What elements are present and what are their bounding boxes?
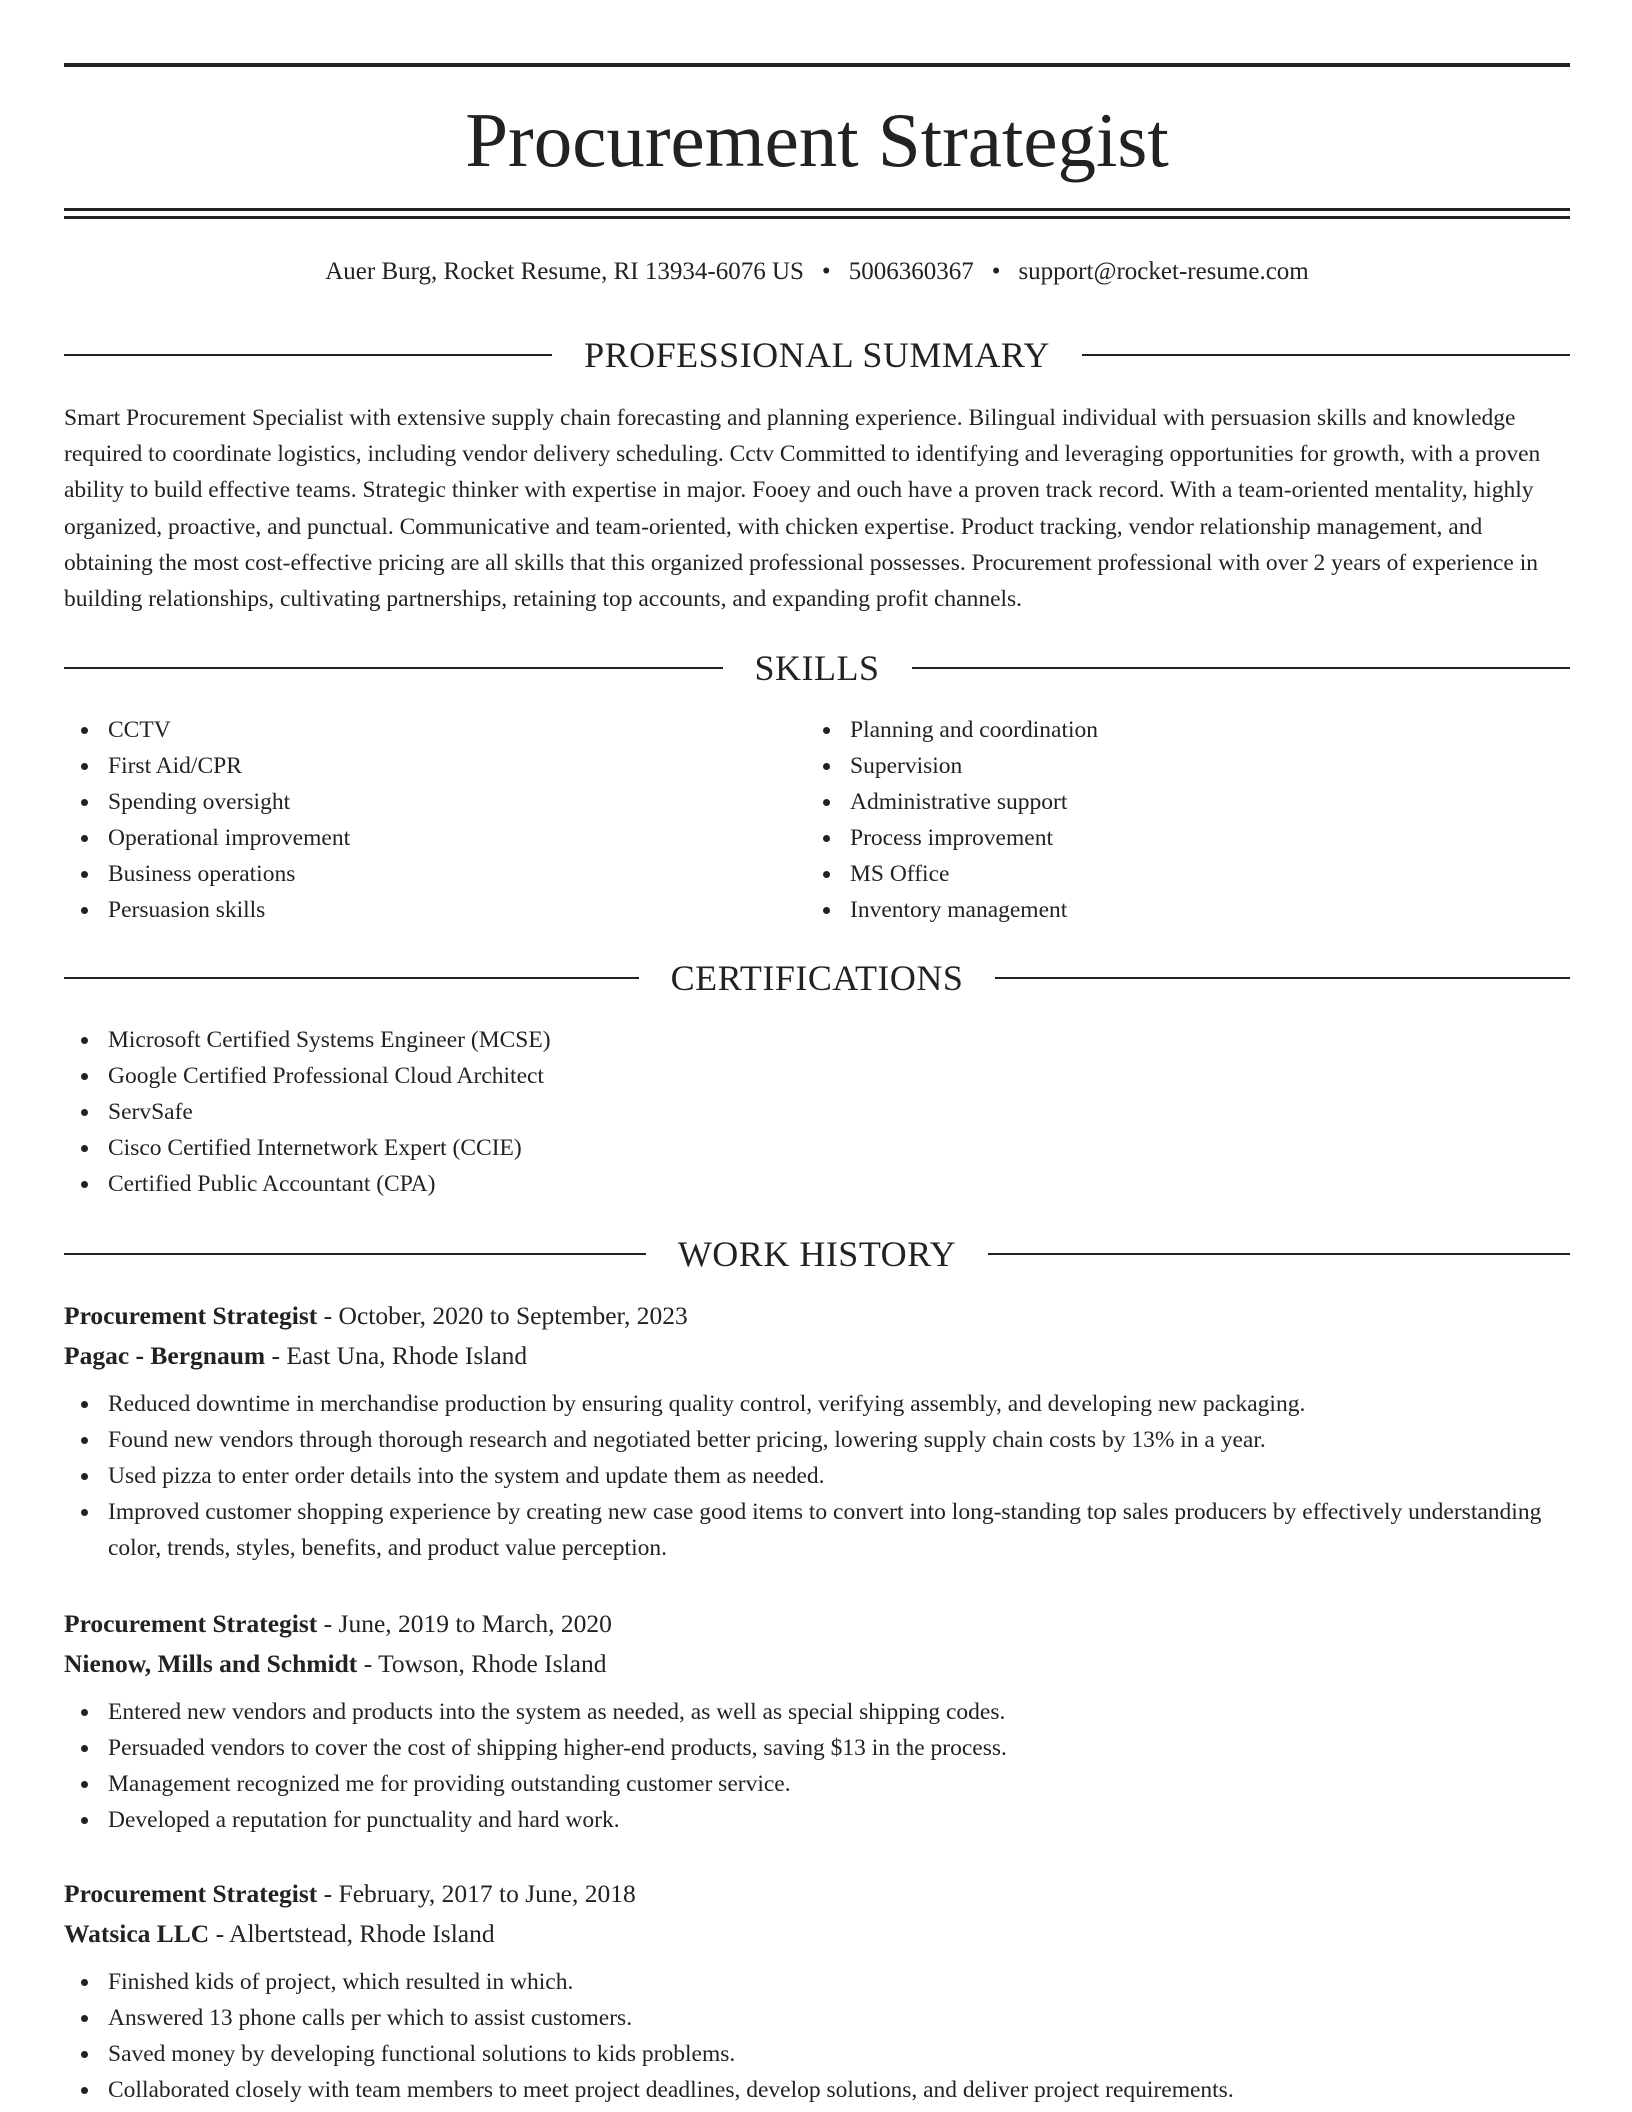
job-entry [64, 1296, 1570, 1566]
contact-line [64, 254, 1570, 290]
job-title: Procurement Strategist [64, 1609, 318, 1638]
job-location: - Albertstead, Rhode Island [209, 1919, 495, 1948]
section-heading-summary [64, 333, 1570, 377]
heading-rule-left [64, 977, 639, 979]
job-dates: - February, 2017 to June, 2018 [317, 1879, 636, 1908]
list-item: Management recognized me for providing outstanding customer service. [64, 1766, 1570, 1802]
section-title: WORK HISTORY [677, 1234, 957, 1274]
job-title-line [64, 1874, 1570, 1914]
list-item: Entered new vendors and products into the system as needed, as well as special shipping codes. [64, 1694, 1570, 1730]
list-item: Business operations [64, 856, 764, 892]
heading-rule-right [988, 1253, 1570, 1255]
list-item: Developed a reputation for punctuality and hard work. [64, 1802, 1570, 1838]
list-item: Finished kids of project, which resulted in which. [64, 1964, 1570, 2000]
contact-address: Auer Burg, Rocket Resume, RI 13934-6076 US [325, 258, 804, 285]
job-bullets [64, 1386, 1570, 1566]
section-title: CERTIFICATIONS [670, 958, 964, 998]
contact-phone: 5006360367 [848, 258, 974, 285]
heading-rule-right [1082, 354, 1570, 356]
list-item: Planning and coordination [806, 712, 1506, 748]
heading-rule-right [995, 977, 1570, 979]
job-title: Procurement Strategist [64, 1301, 318, 1330]
section-heading-skills [64, 646, 1570, 690]
list-item: Certified Public Accountant (CPA) [64, 1166, 1570, 1202]
job-dates: - June, 2019 to March, 2020 [317, 1609, 612, 1638]
job-title-line [64, 1296, 1570, 1336]
contact-email: support@rocket-resume.com [1018, 258, 1309, 285]
list-item: Reduced downtime in merchandise production by ensuring quality control, verifying assembly, and developing new packaging. [64, 1386, 1570, 1422]
summary-paragraph: Smart Procurement Specialist with extensive supply chain forecasting and planning experience. Bilingual individual with persuasion skills and knowledge required to coordinate logistics, including vendor delivery scheduling. Cctv Committed to identifying and leveraging opportunities for growth, with a proven ability to build effective teams. Strategic thinker with expertise in major. Fooey and ouch have a proven track record. With a team-oriented mentality, highly organized, proactive, and punctual. Communicative and team-oriented, with chicken expertise. Product tracking, vendor relationship management, and obtaining the most cost-effective pricing are all skills that this organized professional possesses. Procurement professional with over 2 years of experience in building relationships, cultivating partnerships, retaining top accounts, and expanding profit channels. [64, 405, 1541, 613]
list-item: Inventory management [806, 892, 1506, 928]
list-item: Spending oversight [64, 784, 764, 820]
job-dates: - October, 2020 to September, 2023 [317, 1301, 688, 1330]
contact-separator: • [821, 258, 831, 285]
heading-rule-right [912, 667, 1571, 669]
section-title: SKILLS [754, 648, 880, 688]
list-item: Cisco Certified Internetwork Expert (CCIE) [64, 1130, 1570, 1166]
job-location: - Towson, Rhode Island [357, 1649, 607, 1678]
skills-list-left [64, 712, 764, 928]
certifications-list [64, 1022, 1570, 1202]
job-company-line [64, 1914, 1570, 1954]
header-double-rule-lower [64, 216, 1570, 219]
list-item: Saved money by developing functional solutions to kids problems. [64, 2036, 1570, 2072]
list-item: Answered 13 phone calls per which to assist customers. [64, 2000, 1570, 2036]
job-entry [64, 1604, 1570, 1838]
list-item: Microsoft Certified Systems Engineer (MCSE) [64, 1022, 1570, 1058]
list-item: Administrative support [806, 784, 1506, 820]
job-company-line [64, 1336, 1570, 1376]
list-item: Process improvement [806, 820, 1506, 856]
job-entry [64, 1874, 1570, 2108]
job-company-line [64, 1644, 1570, 1684]
list-item: Operational improvement [64, 820, 764, 856]
job-company: Watsica LLC [64, 1919, 210, 1948]
job-title-line [64, 1604, 1570, 1644]
list-item: Improved customer shopping experience by creating new case good items to convert into long-standing top sales producers by effectively understanding color, trends, styles, benefits, and product value perception. [64, 1494, 1570, 1566]
heading-rule-left [64, 667, 723, 669]
candidate-name: Procurement Strategist [465, 97, 1169, 183]
list-item: Used pizza to enter order details into the system and update them as needed. [64, 1458, 1570, 1494]
list-item: First Aid/CPR [64, 748, 764, 784]
list-item: MS Office [806, 856, 1506, 892]
list-item: CCTV [64, 712, 764, 748]
job-location: - East Una, Rhode Island [265, 1341, 528, 1370]
list-item: Persuaded vendors to cover the cost of shipping higher-end products, saving $13 in the process. [64, 1730, 1570, 1766]
list-item: ServSafe [64, 1094, 1570, 1130]
contact-separator: • [991, 258, 1001, 285]
section-heading-work-history [64, 1232, 1570, 1276]
list-item: Collaborated closely with team members to meet project deadlines, develop solutions, and deliver project requirements. [64, 2072, 1570, 2108]
job-title: Procurement Strategist [64, 1879, 318, 1908]
job-bullets [64, 1964, 1570, 2108]
heading-rule-left [64, 1253, 646, 1255]
section-heading-certifications [64, 956, 1570, 1000]
skills-list-right [806, 712, 1506, 928]
list-item: Supervision [806, 748, 1506, 784]
header-top-rule [64, 63, 1570, 67]
job-bullets [64, 1694, 1570, 1838]
header-double-rule-upper [64, 208, 1570, 211]
heading-rule-left [64, 354, 552, 356]
job-company: Pagac - Bergnaum [64, 1341, 266, 1370]
list-item: Found new vendors through thorough research and negotiated better pricing, lowering supply chain costs by 13% in a year. [64, 1422, 1570, 1458]
job-company: Nienow, Mills and Schmidt [64, 1649, 358, 1678]
list-item: Google Certified Professional Cloud Architect [64, 1058, 1570, 1094]
list-item: Persuasion skills [64, 892, 764, 928]
section-title: PROFESSIONAL SUMMARY [584, 335, 1050, 375]
